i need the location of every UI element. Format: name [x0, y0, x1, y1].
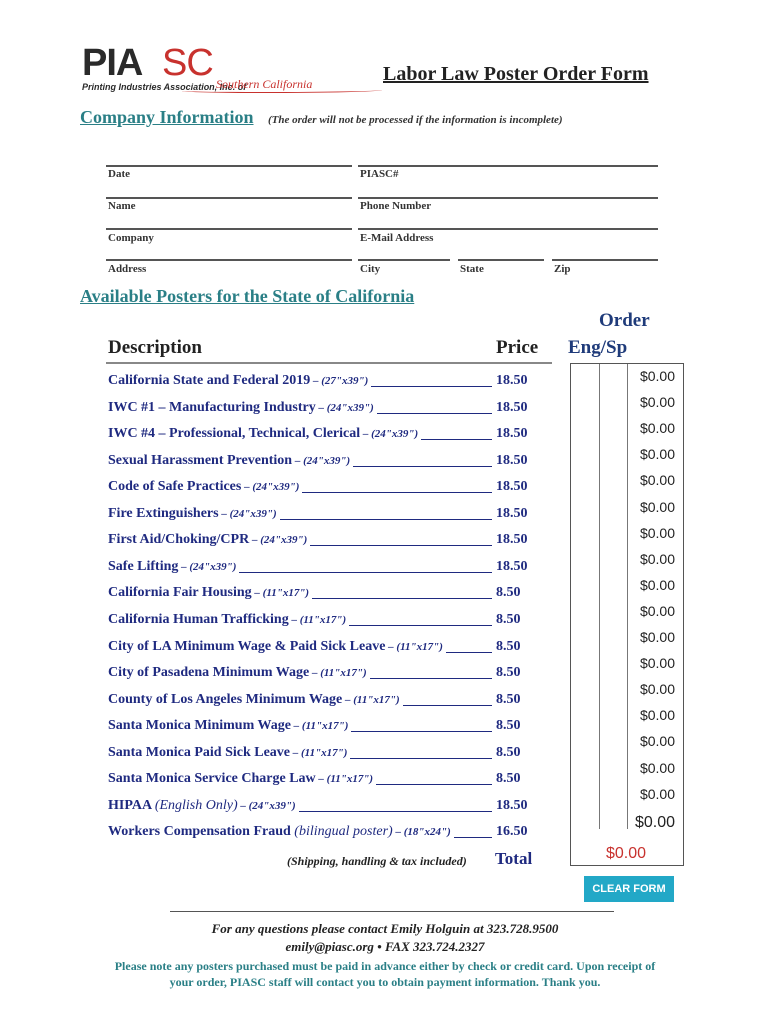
poster-size: – (11"x17")	[309, 667, 367, 679]
poster-item	[108, 372, 368, 390]
price-leader-line	[349, 625, 492, 626]
poster-size: – (24"x39")	[249, 534, 308, 546]
poster-item	[108, 638, 443, 656]
poster-price: 8.50	[496, 745, 521, 760]
poster-price: 18.50	[496, 453, 528, 468]
poster-size: – (11"x17")	[290, 747, 348, 759]
name-field[interactable]	[106, 179, 352, 196]
order-sp-input[interactable]	[599, 492, 626, 517]
date-field[interactable]	[106, 147, 352, 164]
poster-price: 18.50	[496, 479, 528, 494]
footer-email-fax: emily@piasc.org • FAX 323.724.2327	[285, 939, 485, 954]
line-amount: $0.00	[639, 629, 675, 645]
logo-sc-text: SC	[162, 42, 213, 84]
total-label: Total	[495, 849, 533, 868]
line-amount: $0.00	[639, 368, 675, 384]
order-eng-input[interactable]	[571, 518, 598, 543]
order-sp-input[interactable]	[599, 776, 626, 801]
company-info-heading: Company Information	[80, 107, 254, 127]
company-field-line	[106, 228, 352, 230]
name-field-line	[106, 197, 352, 199]
line-amount: $0.00	[639, 551, 675, 567]
piasc-field[interactable]	[358, 147, 658, 164]
poster-size: – (18"x24")	[392, 826, 451, 838]
company-info-note: (The order will not be processed if the information is incomplete)	[268, 114, 563, 126]
zip-field-line	[552, 259, 658, 261]
poster-price: 8.50	[496, 612, 521, 627]
price-leader-line	[312, 598, 492, 599]
order-sp-input[interactable]	[599, 724, 626, 749]
order-sp-input[interactable]	[599, 518, 626, 543]
zip-field[interactable]	[552, 241, 658, 258]
footer-contact: For any questions please contact Emily Holguin at 323.728.9500	[211, 921, 559, 936]
poster-price: 18.50	[496, 532, 528, 547]
poster-size: – (11"x17")	[288, 614, 347, 626]
state-field[interactable]	[458, 241, 544, 258]
logo-pia-text: PIA	[82, 42, 143, 84]
order-eng-input[interactable]	[571, 698, 598, 723]
line-amount: $0.00	[639, 525, 675, 541]
piasc-label: PIASC#	[360, 168, 399, 180]
poster-item	[108, 558, 236, 576]
price-leader-line	[350, 758, 492, 759]
poster-item	[108, 531, 307, 549]
order-sp-input[interactable]	[599, 621, 626, 646]
phone-label: Phone Number	[360, 200, 432, 212]
price-leader-line	[302, 492, 492, 493]
poster-item	[108, 770, 373, 788]
order-sp-input[interactable]	[599, 363, 626, 388]
poster-price: 8.50	[496, 771, 521, 786]
poster-price: 8.50	[496, 692, 521, 707]
line-amount: $0.00	[639, 786, 675, 802]
line-amount: $0.00	[639, 603, 675, 619]
poster-size: – (24"x39")	[315, 402, 374, 414]
poster-name: Workers Compensation Fraud	[108, 824, 295, 839]
order-sp-input[interactable]	[599, 569, 626, 594]
price-leader-line	[353, 466, 492, 467]
price-leader-line	[403, 705, 492, 706]
poster-name: California Human Trafficking	[108, 612, 289, 627]
poster-name: California State and Federal 2019	[108, 373, 311, 388]
poster-size: – (11"x17")	[342, 694, 400, 706]
email-label: E-Mail Address	[360, 232, 434, 244]
poster-name: City of LA Minimum Wage & Paid Sick Leave	[108, 639, 386, 654]
poster-name: IWC #1 – Manufacturing Industry	[108, 400, 316, 415]
price-leader-line	[351, 731, 492, 732]
city-label: City	[360, 263, 381, 275]
line-amount: $0.00	[634, 814, 675, 831]
order-sp-input[interactable]	[599, 389, 626, 414]
poster-price: 18.50	[496, 426, 528, 441]
phone-field-line	[358, 197, 658, 199]
poster-name: Safe Lifting	[108, 559, 179, 574]
name-label: Name	[108, 200, 136, 212]
line-amount: $0.00	[639, 760, 675, 776]
poster-size: – (11"x17")	[315, 773, 374, 785]
poster-size: – (11"x17")	[290, 720, 349, 732]
company-field[interactable]	[106, 210, 352, 227]
order-sp-input[interactable]	[599, 673, 626, 698]
line-amount: $0.00	[639, 681, 675, 697]
email-field[interactable]	[358, 210, 658, 227]
date-label: Date	[108, 168, 130, 180]
line-amount: $0.00	[639, 733, 675, 749]
poster-price: 18.50	[496, 798, 528, 813]
description-heading: Description	[108, 337, 202, 358]
poster-price: 8.50	[496, 585, 521, 600]
poster-note: (bilingual poster)	[294, 824, 393, 839]
order-sp-input[interactable]	[599, 415, 626, 440]
order-eng-input[interactable]	[571, 647, 598, 672]
company-label: Company	[108, 232, 154, 244]
order-heading: Order	[599, 310, 650, 331]
zip-label: Zip	[554, 263, 571, 275]
poster-price: 16.50	[496, 824, 528, 839]
poster-item	[108, 584, 309, 602]
poster-name: County of Los Angeles Minimum Wage	[108, 692, 343, 707]
order-eng-input[interactable]	[571, 595, 598, 620]
poster-name: Sexual Harassment Prevention	[108, 453, 293, 468]
line-amount: $0.00	[639, 394, 675, 410]
phone-field[interactable]	[358, 179, 658, 196]
logo-subtitle: Printing Industries Association, Inc. of	[82, 82, 247, 92]
poster-size: – (11"x17")	[385, 641, 443, 653]
form-title: Labor Law Poster Order Form	[383, 63, 649, 85]
date-field-line	[106, 165, 352, 167]
price-heading: Price	[496, 337, 539, 358]
poster-item	[108, 744, 347, 762]
price-leader-line	[376, 784, 492, 785]
poster-size: – (24"x39")	[218, 508, 277, 520]
poster-price: 18.50	[496, 506, 528, 521]
price-leader-line	[371, 386, 492, 387]
poster-size: – (24"x39")	[178, 561, 237, 573]
poster-item	[108, 717, 348, 735]
price-leader-line	[310, 545, 492, 546]
piasc-logo	[82, 44, 312, 94]
line-amount: $0.00	[639, 446, 675, 462]
poster-item	[108, 823, 451, 841]
price-leader-line	[370, 678, 492, 679]
poster-item	[108, 399, 374, 417]
order-eng-input[interactable]	[571, 363, 598, 388]
address-field-line	[106, 259, 352, 261]
poster-name: First Aid/Choking/CPR	[108, 532, 250, 547]
order-eng-input[interactable]	[571, 569, 598, 594]
footer-payment-note-2: your order, PIASC staff will contact you to obtain payment information. Thank you.	[169, 975, 601, 989]
piasc-field-line	[358, 165, 658, 167]
poster-name: City of Pasadena Minimum Wage	[108, 665, 310, 680]
order-eng-input[interactable]	[571, 673, 598, 698]
price-leader-line	[454, 837, 492, 838]
poster-size: – (24"x39")	[237, 800, 296, 812]
poster-price: 18.50	[496, 373, 528, 388]
posters-heading: Available Posters for the State of California	[80, 286, 415, 306]
line-amount: $0.00	[639, 707, 675, 723]
poster-item	[108, 478, 299, 496]
line-amount: $0.00	[639, 577, 675, 593]
order-sp-input[interactable]	[599, 750, 626, 775]
poster-price: 8.50	[496, 718, 521, 733]
poster-item	[108, 611, 346, 629]
poster-size: – (27"x39")	[310, 375, 369, 387]
line-amount: $0.00	[639, 655, 675, 671]
order-sp-input[interactable]	[599, 698, 626, 723]
line-amount: $0.00	[639, 420, 675, 436]
price-leader-line	[299, 811, 492, 812]
footer-payment-note-1: Please note any posters purchased must be paid in advance either by check or credit card. Upon receipt of	[114, 959, 656, 973]
line-amount: $0.00	[639, 472, 675, 488]
logo-script: Southern California	[216, 77, 313, 91]
order-eng-input[interactable]	[571, 415, 598, 440]
order-sp-input[interactable]	[599, 466, 626, 491]
city-field[interactable]	[358, 241, 450, 258]
logo-swoosh	[182, 88, 382, 93]
poster-size: – (24"x39")	[360, 428, 419, 440]
poster-name: California Fair Housing	[108, 585, 252, 600]
address-field[interactable]	[106, 241, 352, 258]
total-amount: $0.00	[606, 845, 647, 862]
clear-form-button[interactable]: CLEAR FORM	[584, 876, 674, 902]
poster-note: (English Only)	[154, 798, 238, 813]
poster-item	[108, 664, 367, 682]
order-eng-input[interactable]	[571, 544, 598, 569]
order-eng-input[interactable]	[571, 621, 598, 646]
price-leader-line	[421, 439, 492, 440]
order-eng-input[interactable]	[571, 389, 598, 414]
city-field-line	[358, 259, 450, 261]
poster-price: 8.50	[496, 639, 521, 654]
order-sp-input[interactable]	[599, 544, 626, 569]
price-leader-line	[239, 572, 492, 573]
poster-price: 8.50	[496, 665, 521, 680]
poster-name: Code of Safe Practices	[108, 479, 242, 494]
footer-rule	[170, 911, 614, 912]
price-leader-line	[377, 413, 492, 414]
state-field-line	[458, 259, 544, 261]
poster-price: 18.50	[496, 559, 528, 574]
eng-sp-heading: Eng/Sp	[568, 337, 628, 358]
shipping-note: (Shipping, handling & tax included)	[287, 854, 467, 868]
address-label: Address	[108, 263, 147, 275]
poster-size: – (24"x39")	[241, 481, 300, 493]
price-leader-line	[446, 652, 492, 653]
poster-item	[108, 797, 296, 815]
poster-name: IWC #4 – Professional, Technical, Clerical	[108, 426, 361, 441]
poster-size: – (24"x39")	[292, 455, 351, 467]
order-eng-input[interactable]	[571, 750, 598, 775]
poster-name: Fire Extinguishers	[108, 506, 219, 521]
line-amount: $0.00	[639, 499, 675, 515]
header-rule	[106, 362, 552, 364]
order-sp-input[interactable]	[599, 440, 626, 465]
poster-name: Santa Monica Service Charge Law	[108, 771, 316, 786]
poster-size: – (11"x17")	[251, 587, 310, 599]
order-eng-input[interactable]	[571, 492, 598, 517]
order-eng-input[interactable]	[571, 466, 598, 491]
poster-price: 18.50	[496, 400, 528, 415]
state-label: State	[460, 263, 484, 275]
order-eng-input[interactable]	[571, 802, 598, 827]
poster-item	[108, 505, 277, 523]
order-eng-input[interactable]	[571, 724, 598, 749]
order-sp-input[interactable]	[599, 647, 626, 672]
order-eng-input[interactable]	[571, 776, 598, 801]
email-field-line	[358, 228, 658, 230]
poster-item	[108, 691, 400, 709]
order-sp-input[interactable]	[599, 802, 626, 827]
poster-name: Santa Monica Paid Sick Leave	[108, 745, 291, 760]
poster-item	[108, 425, 418, 443]
poster-name: HIPAA	[108, 798, 155, 813]
poster-name: Santa Monica Minimum Wage	[108, 718, 291, 733]
order-eng-input[interactable]	[571, 440, 598, 465]
price-leader-line	[280, 519, 492, 520]
order-sp-input[interactable]	[599, 595, 626, 620]
poster-item	[108, 452, 350, 470]
